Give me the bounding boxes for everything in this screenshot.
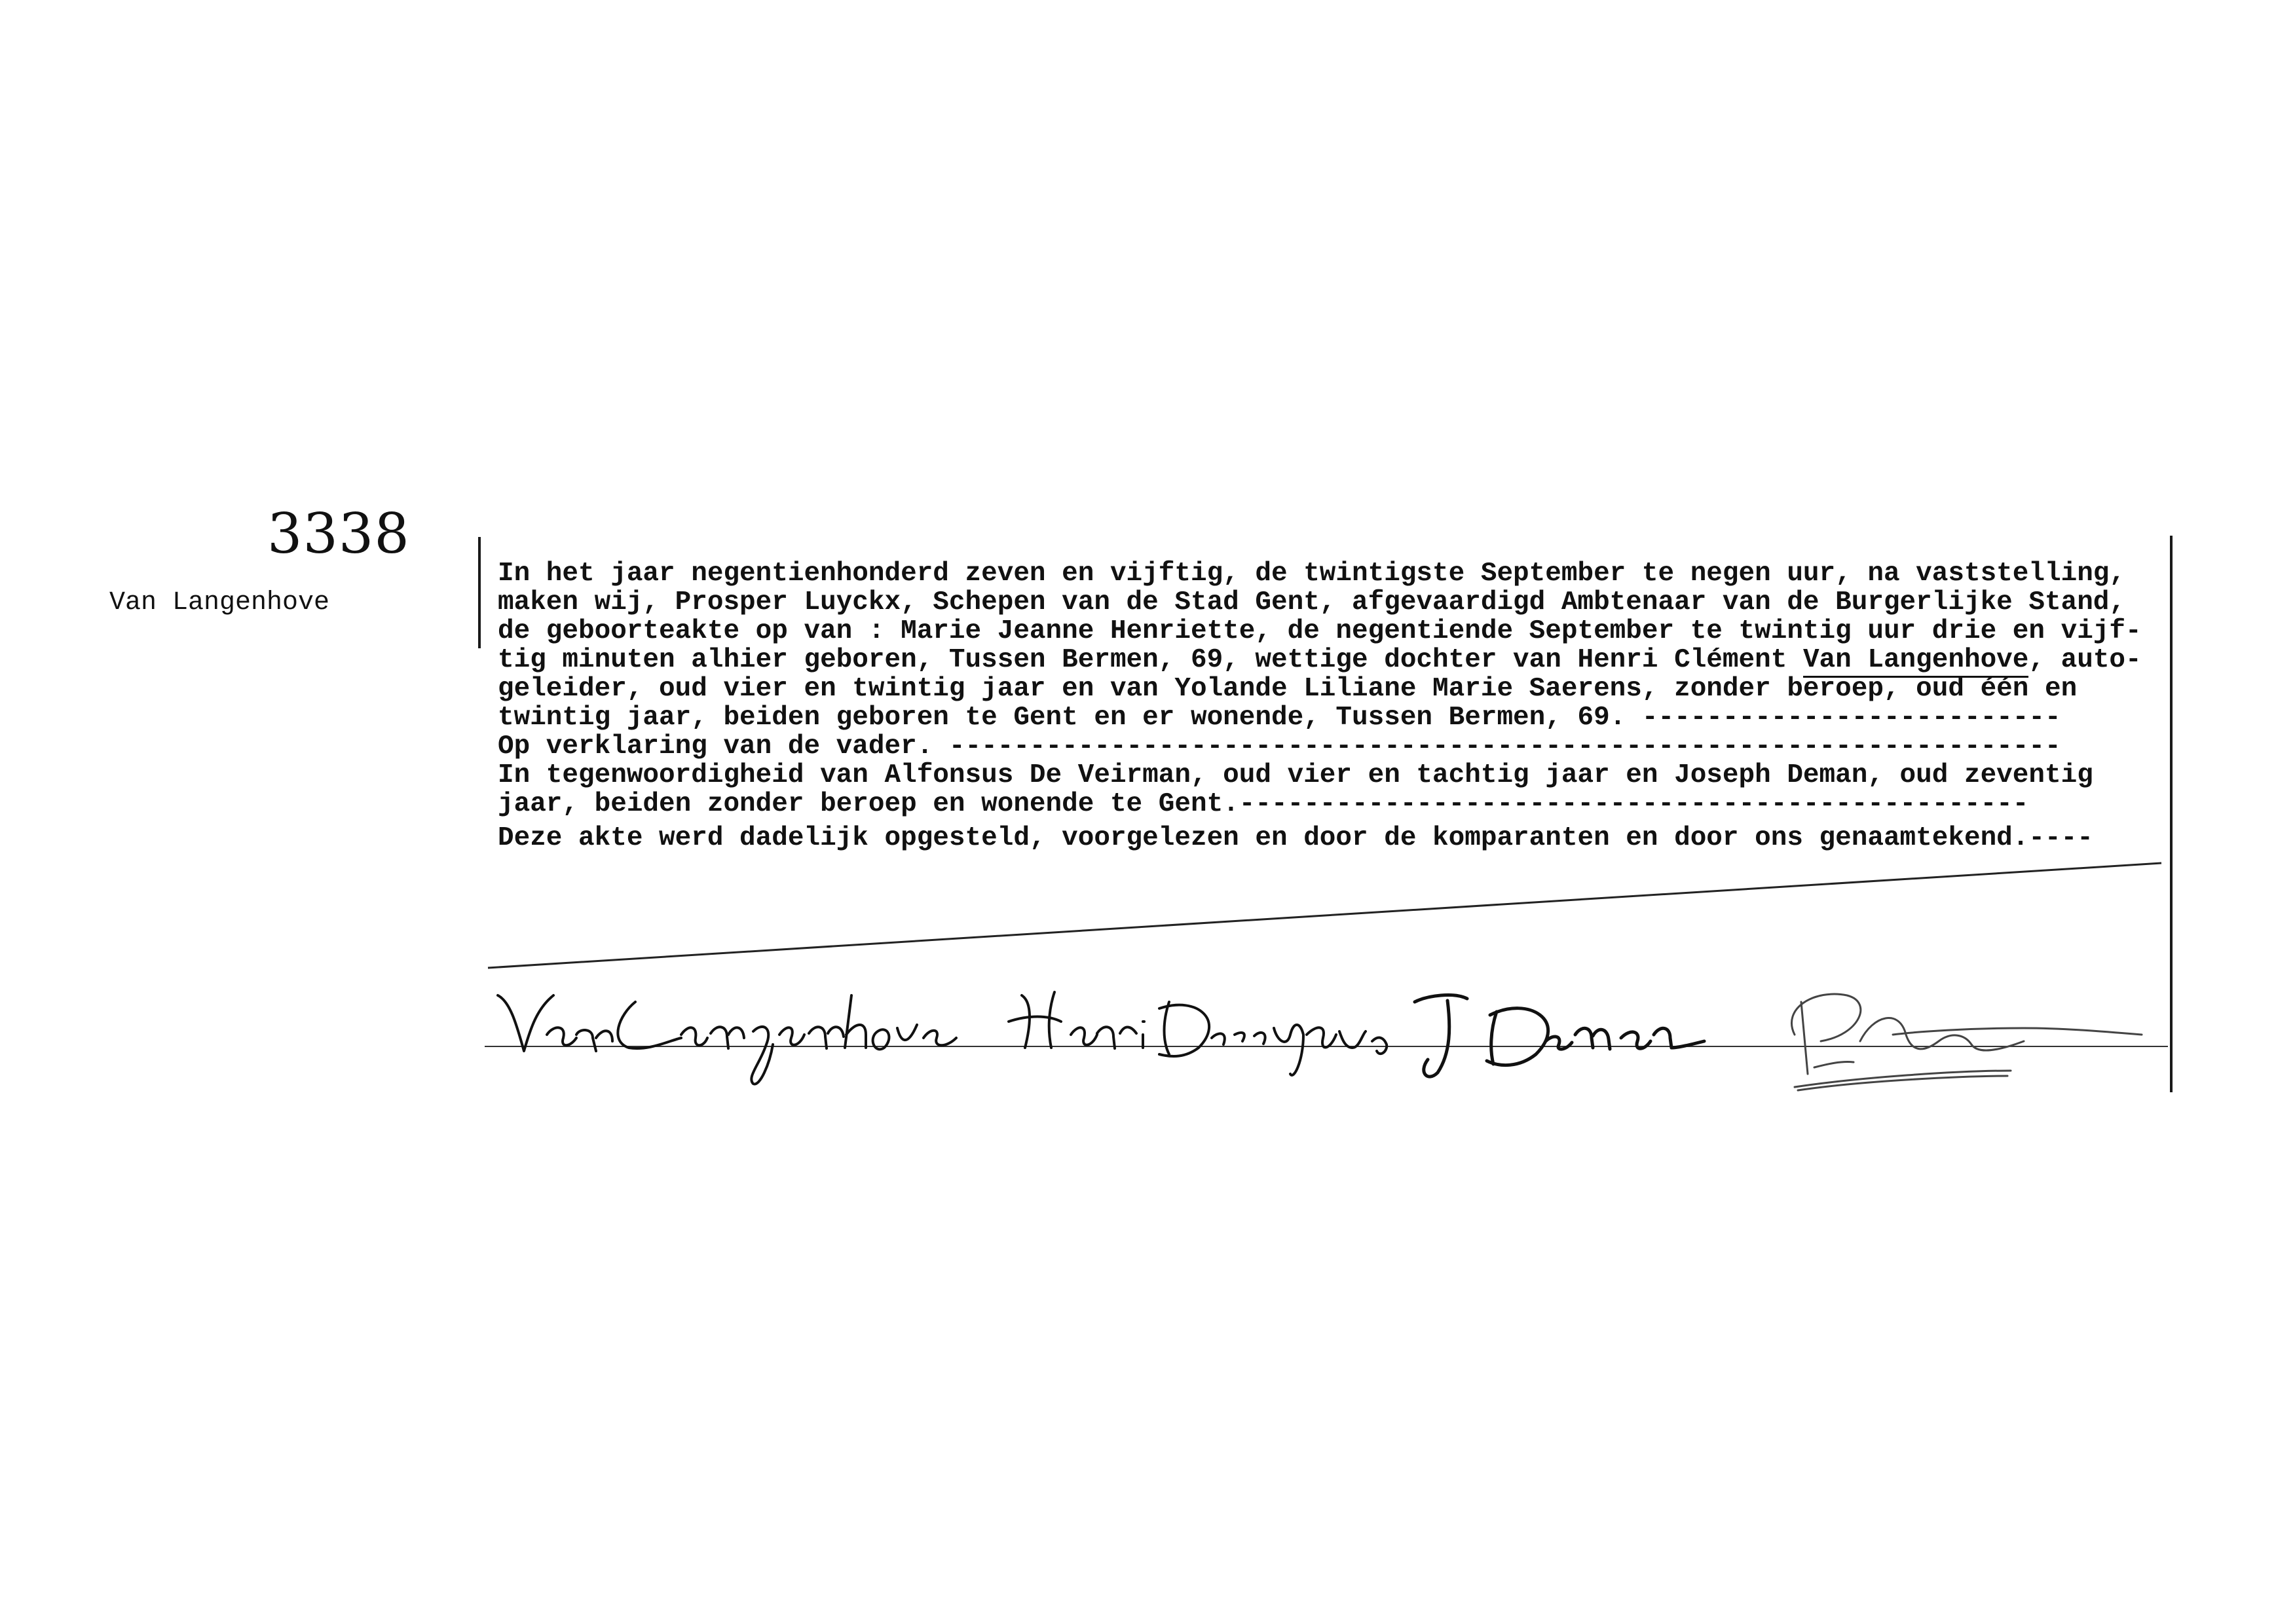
signatures-block (485, 956, 2174, 1100)
act-line-1: In het jaar negentienhonderd zeven en vijftig, de twintigste September te negen uur, na vaststelling, (498, 559, 2126, 589)
act-line-7: Op verklaring van de vader. --------------------------------------------------------------------- (498, 731, 2061, 762)
underlined-father-surname: Van Langenhove (1803, 645, 2028, 678)
act-line-6: twintig jaar, beiden geboren te Gent en er wonende, Tussen Bermen, 69. -------------------------- (498, 703, 2061, 733)
act-line-5: geleider, oud vier en twintig jaar en van Yolande Liliane Marie Saerens, zonder beroep, oud één en (498, 674, 2078, 704)
act-line-9: jaar, beiden zonder beroep en wonende te Gent.------------------------------------------------- (498, 789, 2029, 819)
act-line-4-tail: , auto- (2028, 645, 2142, 675)
signature-official (1791, 994, 2142, 1090)
signature-van-langenhove (498, 992, 1144, 1084)
act-line-10: Deze akte werd dadelijk opgesteld, voorgelezen en door de komparanten en door ons genaamtekend.---- (498, 823, 2093, 853)
signature-deveirman (1159, 1002, 1387, 1075)
act-line-2: maken wij, Prosper Luyckx, Schepen van de Stad Gent, afgevaardigd Ambtenaar van de Burgerlijke Stand, (498, 587, 2126, 618)
act-line-3: de geboorteakte op van : Marie Jeanne Henriette, de negentiende September te twintig uur drie en vijf- (498, 616, 2142, 646)
act-line-8: In tegenwoordigheid van Alfonsus De Veirman, oud vier en tachtig jaar en Joseph Deman, oud zeventig (498, 760, 2093, 790)
signature-deman (1415, 995, 1704, 1077)
record-number: 3338 (267, 502, 410, 566)
margin-surname: Van Langenhove (109, 588, 330, 618)
act-line-4-start: tig minuten alhier geboren, Tussen Bermen, 69, wettige dochter van Henri Clément (498, 645, 1803, 675)
